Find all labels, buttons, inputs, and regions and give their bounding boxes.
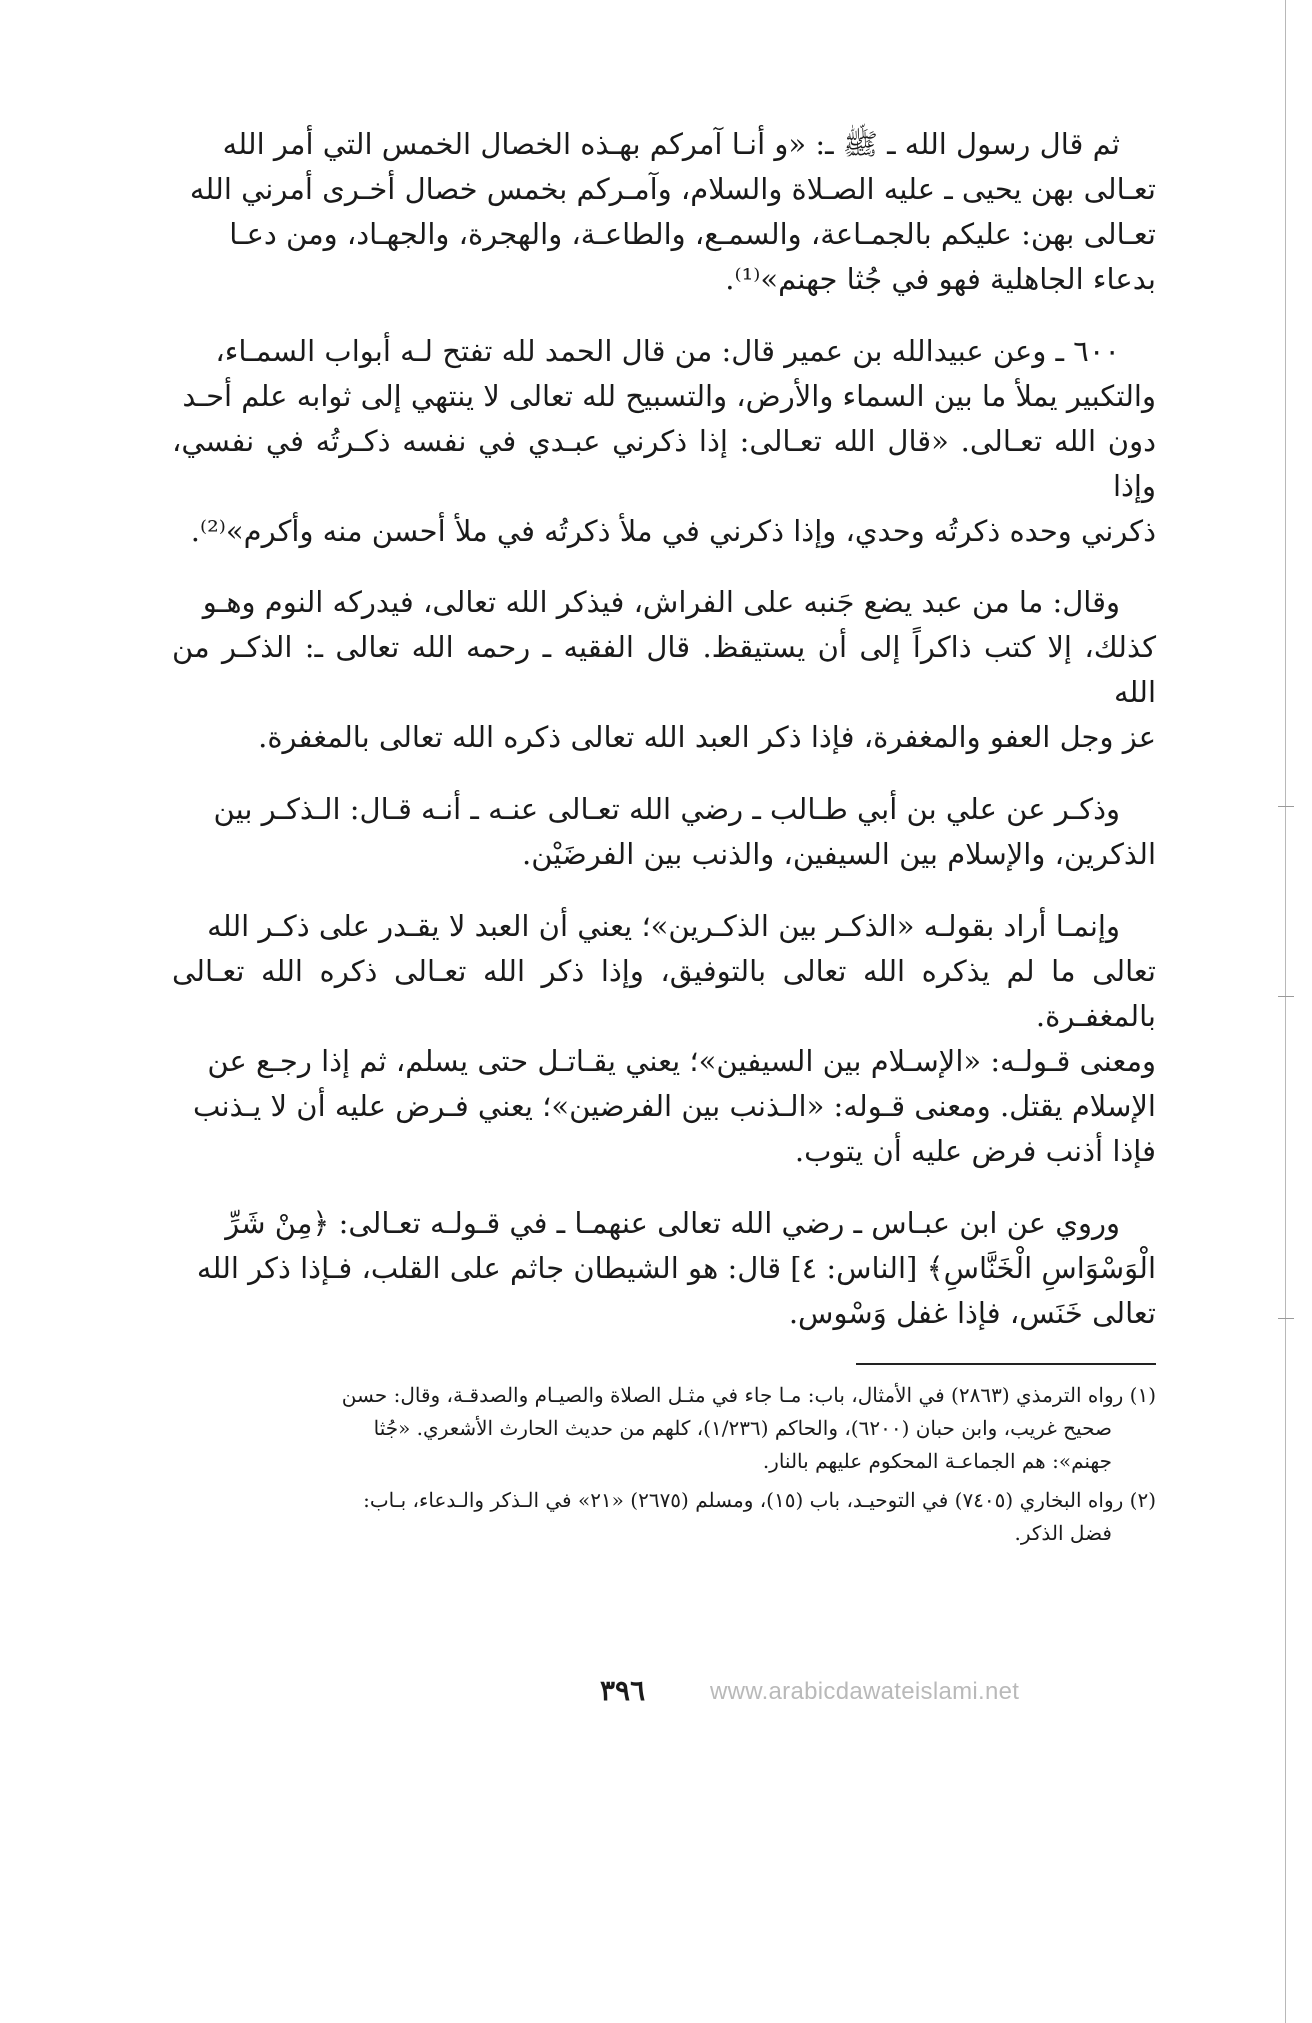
paragraph-3 — [172, 580, 1156, 760]
text-line: تعالى خَنَس، فإذا غفل وَسْوس. — [788, 1295, 1156, 1330]
text-line: والتكبير يملأ ما بين السماء والأرض، والتسبيح لله تعالى لا ينتهي إلى ثوابه علم أحـد — [182, 378, 1156, 413]
scan-edge-mark — [1278, 996, 1294, 997]
text-line: تعـالى بهن: عليكم بالجمـاعة، والسمـع، والطاعـة، والهجرة، والجهـاد، ومن دعـا — [229, 216, 1156, 251]
footnote-2 — [172, 1484, 1156, 1550]
text-line: وروي عن ابن عبـاس ـ رضي الله تعالى عنهمـا ـ في قـولـه تعـالى: ﴿مِنْ شَرِّ — [225, 1205, 1120, 1240]
paragraph-6 — [172, 1201, 1156, 1336]
paragraph-1 — [172, 122, 1156, 302]
paragraph-2 — [172, 329, 1156, 554]
footnote-line: (١) رواه الترمذي (٢٨٦٣) في الأمثال، باب: مـا جاء في مثـل الصلاة والصيـام والصدقـة، وقال: حسن — [341, 1382, 1156, 1407]
text-line: وقال: ما من عبد يضع جَنبه على الفراش، فيذكر الله تعالى، فيدركه النوم وهـو — [202, 585, 1120, 620]
text-line: تعـالى بهن يحيى ـ عليه الصـلاة والسلام، وآمـركم بخمس خصال أخـرى أمرني الله — [189, 171, 1156, 206]
text-line: ذكرني وحده ذكرتُه وحدي، وإذا ذكرني في ملأ ذكرتُه في ملأ أحسن منه وأكرم»⁽²⁾. — [190, 513, 1156, 548]
text-line: الذكرين، والإسلام بين السيفين، والذنب بين الفرضَيْن. — [522, 837, 1156, 872]
footnote-1 — [172, 1379, 1156, 1478]
footnote-line: صحيح غريب، وابن حبان (٦٢٠٠)، والحاكم (١/٢٣٦)، كلهم من حديث الحارث الأشعري. «جُثا — [373, 1415, 1112, 1440]
text-line: بدعاء الجاهلية فهو في جُثا جهنم»⁽¹⁾. — [725, 261, 1156, 296]
text-line: دون الله تعـالى. «قال الله تعـالى: إذا ذكرني عبـدي في نفسه ذكـرتُه في نفسي، وإذا — [172, 423, 1156, 503]
text-line: ثم قال رسول الله ـ ﷺ ـ: «و أنـا آمركم بهـذه الخصال الخمس التي أمر الله — [222, 127, 1120, 161]
footnote-separator — [856, 1363, 1156, 1365]
footnotes — [172, 1379, 1156, 1550]
main-text — [172, 122, 1156, 1556]
page-number: ٣٩٦ — [600, 1674, 646, 1707]
text-line: وإنمـا أراد بقولـه «الذكـر بين الذكـرين»؛ يعني أن العبد لا يقـدر على ذكـر الله — [207, 909, 1120, 944]
footnote-line: جهنم»: هم الجماعـة المحكوم عليهم بالنار. — [762, 1448, 1112, 1473]
text-line: عز وجل العفو والمغفرة، فإذا ذكر العبد الله تعالى ذكره الله تعالى بالمغفرة. — [258, 720, 1156, 755]
paragraph-5 — [172, 904, 1156, 1174]
scan-edge-line — [1285, 0, 1286, 2023]
text-line: الإسلام يقتل. ومعنى قـوله: «الـذنب بين الفرضين»؛ يعني فـرض عليه أن لا يـذنب — [192, 1088, 1156, 1123]
website-watermark: www.arabicdawateislami.net — [710, 1678, 1020, 1705]
text-line: ومعنى قـولـه: «الإسـلام بين السيفين»؛ يعني يقـاتـل حتى يسلم، ثم إذا رجـع عن — [207, 1043, 1156, 1078]
scan-edge-mark — [1278, 806, 1294, 807]
text-line: الْوَسْوَاسِ الْخَنَّاسِ﴾ [الناس: ٤] قال: هو الشيطان جاثم على القلب، فـإذا ذكر الله — [196, 1250, 1156, 1285]
page-footer — [600, 1674, 1100, 1718]
paragraph-4 — [172, 787, 1156, 877]
text-line: كذلك، إلا كتب ذاكراً إلى أن يستيقظ. قال الفقيه ـ رحمه الله تعالى ـ: الذكـر من الله — [172, 630, 1156, 710]
scan-edge-mark — [1278, 1318, 1294, 1319]
text-line: ٦٠٠ ـ وعن عبيدالله بن عمير قال: من قال الحمد لله تفتح لـه أبواب السمـاء، — [215, 333, 1120, 368]
text-line: تعالى ما لم يذكره الله تعالى بالتوفيق، وإذا ذكر الله تعـالى ذكره الله تعـالى بالمغفـرة. — [172, 954, 1156, 1033]
footnote-line: (٢) رواه البخاري (٧٤٠٥) في التوحيـد، باب (١٥)، ومسلم (٢٦٧٥) «٢١» في الـذكر والـدعاء، بـاب: — [363, 1487, 1156, 1512]
text-line: فإذا أذنب فرض عليه أن يتوب. — [794, 1133, 1156, 1168]
text-line: وذكـر عن علي بن أبي طـالب ـ رضي الله تعـالى عنـه ـ أنـه قـال: الـذكـر بين — [213, 792, 1120, 827]
footnote-line: فضل الذكر. — [1014, 1520, 1112, 1545]
